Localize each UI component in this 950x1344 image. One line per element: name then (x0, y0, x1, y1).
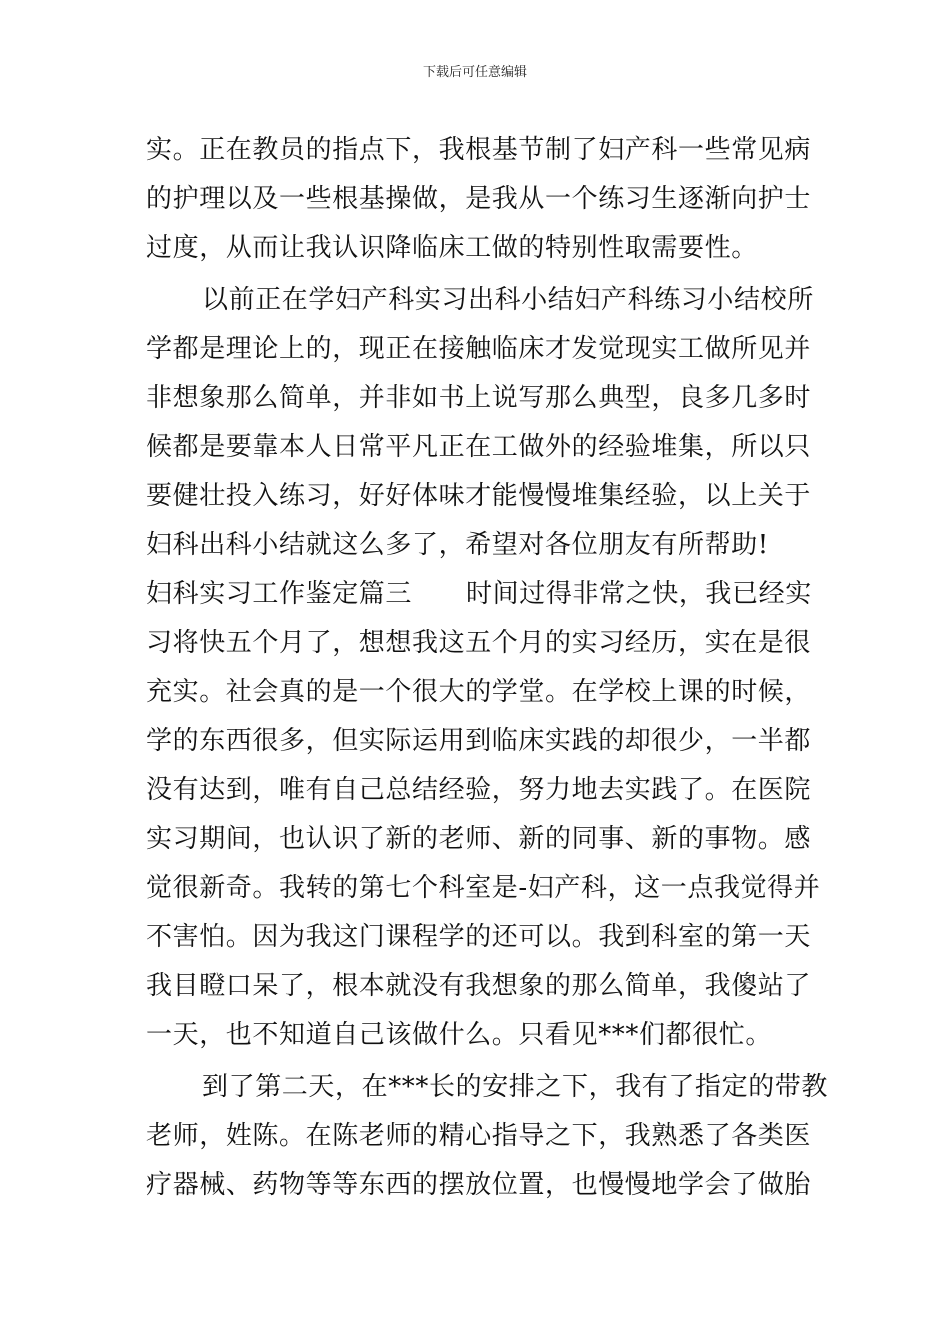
section-title-line (146, 570, 812, 619)
text-line: 以前正在学妇产科实习出科小结妇产科练习小结校所 (202, 285, 814, 315)
text-line: 我目瞪口呆了，根本就没有我想象的那么简单，我傻站了 (146, 971, 812, 1001)
text-line: 实习期间，也认识了新的老师、新的同事、新的事物。感 (146, 824, 812, 854)
text-line: 觉很新奇。我转的第七个科室是-妇产科，这一点我觉得并 (146, 873, 821, 903)
text-line: 到了第二天，在***长的安排之下，我有了指定的带教 (202, 1072, 829, 1102)
paragraph-1 (146, 126, 812, 273)
section-title: 妇科实习工作鉴定篇三 (146, 579, 413, 609)
text-line: 疗器械、药物等等东西的摆放位置，也慢慢地学会了做胎 (146, 1170, 812, 1200)
text-line: 充实。社会真的是一个很大的学堂。在学校上课的时候， (146, 677, 812, 707)
text-line: 实。正在教员的指点下，我根基节制了妇产科一些常见病 (146, 135, 812, 165)
text-line: 学都是理论上的，现正在接触临床才发觉现实工做所见并 (146, 334, 812, 364)
document-body (146, 126, 829, 1210)
page-header: 下载后可任意编辑 (422, 65, 527, 80)
text-line: 非想象那么简单，并非如书上说写那么典型，良多几多时 (146, 383, 812, 413)
text-line: 不害怕。因为我这门课程学的还可以。我到科室的第一天 (146, 922, 812, 952)
paragraph-2 (146, 276, 812, 570)
text-line: 习将快五个月了，想想我这五个月的实习经历，实在是很 (146, 628, 812, 658)
text-line: 时间过得非常之快，我已经实 (466, 579, 812, 609)
text-line: 学的东西很多，但实际运用到临床实践的却很少，一半都 (146, 726, 812, 756)
text-line: 过度，从而让我认识降临床工做的特别性取需要性。 (146, 233, 758, 263)
text-line: 老师，姓陈。在陈老师的精心指导之下，我熟悉了各类医 (146, 1121, 812, 1151)
text-line: 候都是要靠本人日常平凡正在工做外的经验堆集，所以只 (146, 432, 812, 462)
text-line: 妇科出科小结就这么多了，希望对各位朋友有所帮助! (146, 530, 769, 560)
paragraph-3 (146, 570, 821, 1060)
paragraph-4 (146, 1063, 829, 1210)
text-line: 的护理以及一些根基操做，是我从一个练习生逐渐向护士 (146, 184, 812, 214)
text-line: 没有达到，唯有自己总结经验，努力地去实践了。在医院 (146, 775, 812, 805)
text-line: 要健壮投入练习，好好体味才能慢慢堆集经验，以上关于 (146, 481, 812, 511)
text-line: 一天，也不知道自己该做什么。只看见***们都很忙。 (146, 1020, 773, 1050)
